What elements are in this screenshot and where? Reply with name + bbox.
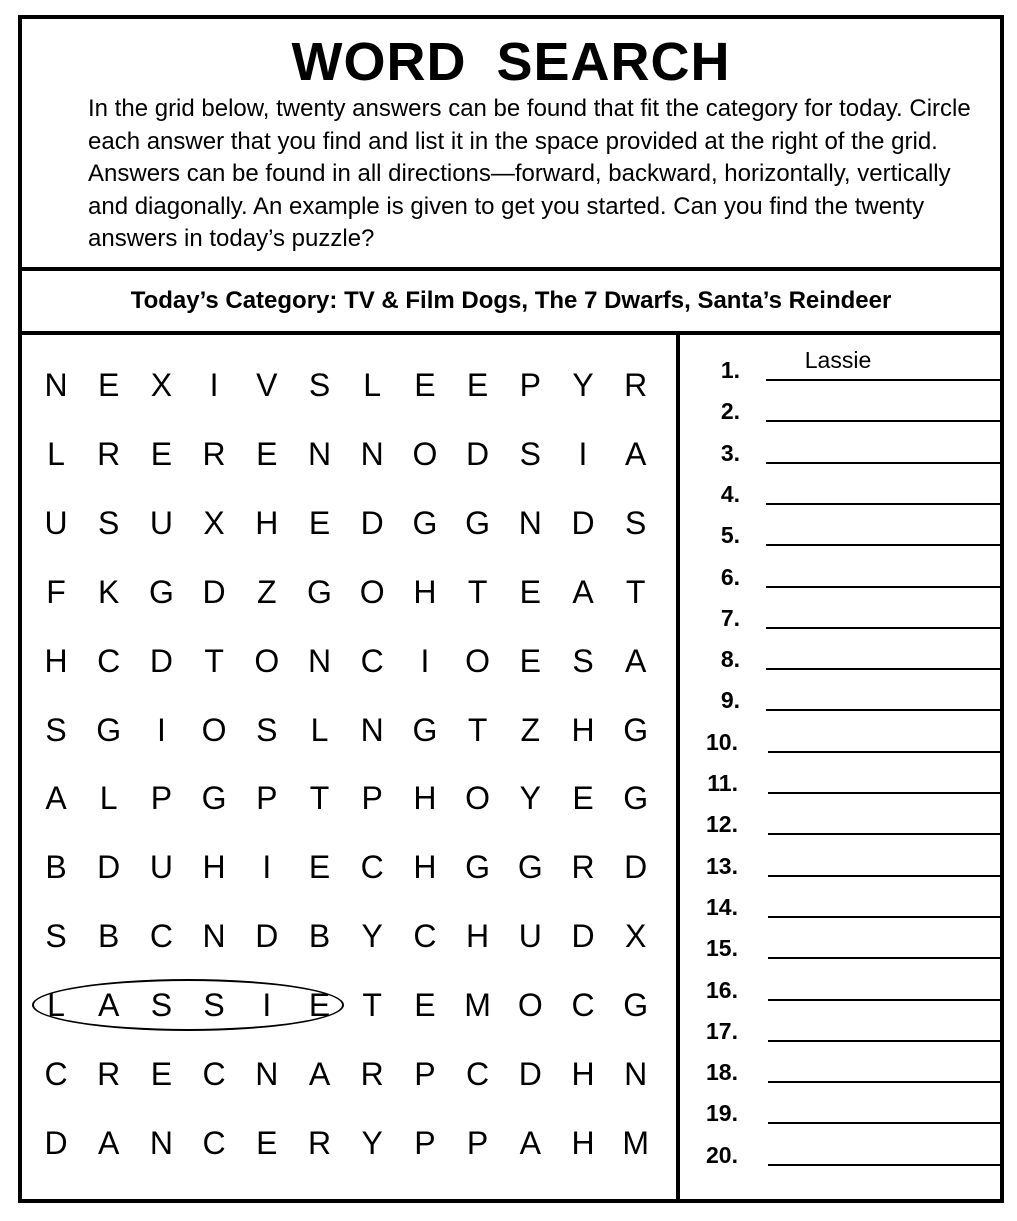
grid-letter[interactable]: S bbox=[519, 435, 541, 472]
grid-letter[interactable]: E bbox=[150, 435, 173, 472]
answer-number: 14. bbox=[706, 893, 738, 920]
grid-letter[interactable]: M bbox=[622, 1124, 650, 1161]
instructions-text: In the grid below, twenty answers can be found that fit the category for today. Circle each answer that you find and list it in the space provided at the right of the grid. Answers can be found in all directions—forward, backward, horizontally, vertically and diagonally. An example is given to get you started. Can you find the twenty answers in today’s puzzle? bbox=[88, 95, 971, 252]
grid-letter[interactable]: S bbox=[625, 504, 647, 541]
grid-letter[interactable]: G bbox=[201, 780, 227, 817]
grid-letter[interactable]: H bbox=[255, 504, 279, 541]
grid-letter[interactable]: A bbox=[625, 435, 647, 472]
answer-number: 13. bbox=[706, 852, 738, 879]
grid-letter[interactable]: H bbox=[571, 1124, 595, 1161]
grid-letter[interactable]: X bbox=[203, 504, 225, 541]
grid-letter[interactable]: C bbox=[202, 1124, 226, 1161]
grid-letter[interactable]: N bbox=[202, 918, 226, 955]
grid-letter[interactable]: N bbox=[360, 435, 384, 472]
grid-letter[interactable]: M bbox=[464, 987, 491, 1024]
grid-letter[interactable]: D bbox=[44, 1124, 68, 1161]
grid-letter[interactable]: C bbox=[413, 918, 437, 955]
grid-letter[interactable]: D bbox=[624, 849, 648, 886]
answer-blank[interactable] bbox=[766, 503, 1000, 505]
grid-letter[interactable]: G bbox=[412, 504, 438, 541]
answer-blank[interactable] bbox=[768, 875, 1001, 877]
grid-letter[interactable]: C bbox=[149, 918, 173, 955]
grid-letter[interactable]: R bbox=[202, 435, 226, 472]
answer-number: 2. bbox=[720, 398, 740, 425]
grid-letter[interactable]: P bbox=[361, 780, 383, 817]
grid-letter[interactable]: R bbox=[624, 367, 648, 403]
answer-number: 11. bbox=[707, 770, 738, 796]
grid-letter[interactable]: T bbox=[309, 780, 330, 817]
grid-letter[interactable]: R bbox=[307, 1124, 332, 1161]
grid-letter[interactable]: G bbox=[623, 711, 649, 748]
grid-letter[interactable]: S bbox=[203, 987, 225, 1024]
grid-letter[interactable]: C bbox=[360, 849, 384, 886]
grid-letter[interactable]: T bbox=[467, 573, 488, 610]
grid-letter[interactable]: N bbox=[255, 1056, 279, 1092]
grid-letter[interactable]: L bbox=[310, 711, 329, 748]
answer-number: 5. bbox=[720, 522, 740, 549]
answer-number: 10. bbox=[706, 728, 738, 755]
answer-blank[interactable] bbox=[768, 916, 1001, 918]
answer-blank[interactable] bbox=[768, 751, 1001, 753]
grid-letter[interactable]: N bbox=[624, 1056, 648, 1092]
letter-grid-panel bbox=[22, 335, 680, 1199]
answer-blank[interactable] bbox=[766, 627, 1000, 629]
grid-letter[interactable]: D bbox=[202, 573, 226, 610]
answer-number: 3. bbox=[720, 439, 740, 466]
page-title: WORD SEARCH bbox=[291, 32, 731, 92]
answer-blank[interactable] bbox=[768, 1040, 1001, 1042]
grid-letter[interactable]: S bbox=[572, 642, 594, 679]
grid-letter[interactable]: E bbox=[519, 642, 541, 679]
puzzle-frame bbox=[18, 15, 1004, 1203]
grid-letter[interactable]: A bbox=[519, 1124, 541, 1161]
grid-letter[interactable]: D bbox=[149, 642, 173, 679]
grid-letter[interactable]: B bbox=[98, 918, 120, 955]
grid-letter[interactable]: E bbox=[466, 367, 489, 403]
grid-letter[interactable]: L bbox=[363, 367, 382, 403]
grid-letter[interactable]: U bbox=[149, 504, 173, 541]
grid-letter[interactable]: O bbox=[359, 573, 385, 610]
grid-letter[interactable]: O bbox=[517, 987, 543, 1024]
grid-letter[interactable]: G bbox=[465, 849, 491, 886]
grid-letter[interactable]: S bbox=[150, 987, 173, 1024]
grid-letter[interactable]: C bbox=[571, 987, 595, 1024]
grid-letter[interactable]: O bbox=[254, 642, 280, 679]
grid-letter[interactable]: C bbox=[202, 1056, 226, 1092]
answer-number: 7. bbox=[720, 604, 740, 631]
grid-letter[interactable]: D bbox=[571, 504, 595, 541]
grid-letter[interactable]: P bbox=[150, 780, 173, 817]
grid-letter[interactable]: Y bbox=[572, 367, 594, 403]
grid-letter[interactable]: I bbox=[156, 711, 166, 748]
grid-letter[interactable]: C bbox=[97, 642, 121, 679]
grid-letter[interactable]: B bbox=[308, 918, 331, 955]
answer-number: 6. bbox=[720, 563, 740, 590]
grid-letter[interactable]: D bbox=[255, 918, 279, 955]
grid-letter[interactable]: G bbox=[623, 780, 649, 817]
grid-letter[interactable]: N bbox=[518, 504, 542, 541]
grid-letter[interactable]: O bbox=[465, 780, 491, 817]
grid-letter[interactable]: T bbox=[467, 711, 488, 748]
grid-letter[interactable]: H bbox=[571, 1056, 595, 1092]
grid-letter[interactable]: G bbox=[148, 573, 174, 610]
grid-letter[interactable]: E bbox=[519, 573, 541, 610]
answer-blank[interactable] bbox=[768, 999, 1001, 1001]
grid-letter[interactable]: P bbox=[414, 1124, 436, 1161]
answer-number: 1. bbox=[720, 357, 740, 383]
grid-letter[interactable]: I bbox=[578, 435, 588, 472]
grid-letter[interactable]: H bbox=[413, 780, 437, 817]
grid-letter[interactable]: L bbox=[47, 987, 65, 1024]
grid-letter[interactable]: H bbox=[466, 918, 490, 955]
grid-letter[interactable]: I bbox=[420, 642, 430, 679]
grid-letter[interactable]: G bbox=[412, 711, 438, 748]
grid-letter[interactable]: I bbox=[262, 849, 272, 886]
letter-grid bbox=[22, 335, 676, 1199]
category-bar bbox=[22, 271, 1000, 335]
grid-letter[interactable]: T bbox=[204, 642, 224, 679]
grid-letter[interactable]: A bbox=[45, 780, 67, 817]
grid-letter[interactable]: O bbox=[412, 435, 438, 472]
grid-letter[interactable]: D bbox=[360, 504, 384, 541]
answer-blank[interactable] bbox=[766, 462, 1000, 464]
grid-letter[interactable]: H bbox=[571, 711, 595, 748]
grid-letter[interactable]: U bbox=[44, 504, 68, 541]
grid-letter[interactable]: N bbox=[149, 1124, 173, 1161]
grid-letter[interactable]: E bbox=[308, 849, 331, 886]
grid-letter[interactable]: U bbox=[518, 918, 542, 955]
answer-blank[interactable] bbox=[768, 833, 1001, 835]
answer-blank[interactable] bbox=[766, 668, 1000, 670]
grid-letter[interactable]: I bbox=[262, 987, 272, 1024]
grid-letter[interactable]: X bbox=[625, 918, 647, 955]
grid-letter[interactable]: R bbox=[97, 1056, 121, 1092]
grid-letter[interactable]: E bbox=[572, 780, 594, 817]
grid-letter[interactable]: E bbox=[98, 367, 120, 403]
puzzle-header bbox=[22, 19, 1000, 271]
answer-number: 15. bbox=[706, 935, 738, 962]
grid-letter[interactable]: A bbox=[625, 642, 647, 679]
grid-letter[interactable]: O bbox=[465, 642, 491, 679]
grid-letter[interactable]: H bbox=[202, 849, 226, 886]
answer-text: Lassie bbox=[804, 347, 872, 373]
example-answer-circle bbox=[32, 979, 344, 1031]
answer-blank[interactable] bbox=[768, 957, 1001, 959]
grid-letter[interactable]: D bbox=[571, 918, 595, 955]
grid-letter[interactable]: E bbox=[150, 1056, 173, 1092]
grid-letter[interactable]: E bbox=[414, 987, 436, 1024]
grid-letter[interactable]: R bbox=[571, 849, 595, 886]
grid-letter[interactable]: S bbox=[308, 367, 331, 403]
grid-letter[interactable]: N bbox=[307, 435, 332, 472]
grid-letter[interactable]: A bbox=[572, 573, 594, 610]
answer-blank[interactable] bbox=[768, 1164, 1001, 1166]
grid-letter[interactable]: R bbox=[360, 1056, 384, 1092]
grid-letter[interactable]: S bbox=[256, 711, 278, 748]
grid-letter[interactable]: B bbox=[45, 849, 67, 886]
grid-letter[interactable]: N bbox=[44, 367, 68, 403]
grid-letter[interactable]: Z bbox=[520, 711, 541, 748]
grid-letter[interactable]: S bbox=[45, 918, 67, 955]
grid-letter[interactable]: G bbox=[465, 504, 491, 541]
grid-letter[interactable]: G bbox=[623, 987, 649, 1024]
grid-letter[interactable]: E bbox=[308, 504, 331, 541]
grid-letter[interactable]: H bbox=[413, 573, 437, 610]
grid-letter[interactable]: A bbox=[98, 987, 120, 1024]
grid-letter[interactable]: U bbox=[149, 849, 173, 886]
grid-letter[interactable]: X bbox=[150, 367, 173, 403]
grid-letter[interactable]: F bbox=[46, 573, 66, 610]
grid-letter[interactable]: D bbox=[466, 435, 490, 472]
answer-blank[interactable] bbox=[768, 1122, 1001, 1124]
grid-letter[interactable]: T bbox=[625, 573, 646, 610]
answer-list bbox=[680, 335, 1000, 1199]
grid-letter[interactable]: C bbox=[44, 1056, 68, 1092]
category-text: Today’s Category: TV & Film Dogs, The 7 Dwarfs, Santa’s Reindeer bbox=[130, 287, 892, 314]
grid-letter[interactable]: Z bbox=[257, 573, 277, 610]
grid-letter[interactable]: P bbox=[256, 780, 278, 817]
answer-blank[interactable] bbox=[768, 1081, 1001, 1083]
grid-letter[interactable]: G bbox=[307, 573, 332, 610]
grid-letter[interactable]: P bbox=[414, 1056, 436, 1092]
grid-letter[interactable]: T bbox=[362, 987, 382, 1024]
grid-letter[interactable]: S bbox=[98, 504, 120, 541]
answer-number: 4. bbox=[720, 480, 740, 507]
grid-letter[interactable]: S bbox=[45, 711, 67, 748]
grid-letter[interactable]: Y bbox=[361, 1124, 383, 1161]
answer-number: 20. bbox=[706, 1141, 738, 1168]
answer-number: 19. bbox=[706, 1100, 738, 1127]
grid-letter[interactable]: L bbox=[47, 435, 65, 472]
answer-number: 16. bbox=[706, 976, 738, 1003]
grid-letter[interactable]: G bbox=[96, 711, 122, 748]
grid-letter[interactable]: I bbox=[209, 367, 219, 403]
answer-blank[interactable] bbox=[766, 420, 1000, 422]
answer-number: 18. bbox=[706, 1059, 738, 1086]
grid-letter[interactable]: Y bbox=[519, 780, 541, 817]
answer-blank[interactable] bbox=[768, 792, 1001, 794]
grid-letter[interactable]: A bbox=[308, 1056, 331, 1092]
grid-letter[interactable]: Y bbox=[361, 918, 383, 955]
grid-letter[interactable]: A bbox=[98, 1124, 120, 1161]
answer-number: 17. bbox=[706, 1017, 738, 1044]
grid-letter[interactable]: E bbox=[256, 435, 278, 472]
grid-letter[interactable]: C bbox=[360, 642, 384, 679]
grid-letter[interactable]: E bbox=[414, 367, 436, 403]
grid-letter[interactable]: K bbox=[98, 573, 120, 610]
grid-letter[interactable]: G bbox=[517, 849, 543, 886]
grid-letter[interactable]: R bbox=[97, 435, 121, 472]
grid-letter[interactable]: E bbox=[256, 1124, 278, 1161]
answer-blank[interactable] bbox=[766, 544, 1000, 546]
grid-letter[interactable]: V bbox=[256, 367, 278, 403]
grid-letter[interactable]: L bbox=[99, 780, 118, 817]
grid-letter[interactable]: N bbox=[360, 711, 384, 748]
grid-letter[interactable]: D bbox=[518, 1056, 542, 1092]
grid-letter[interactable]: N bbox=[307, 642, 332, 679]
grid-letter[interactable]: P bbox=[466, 1124, 489, 1161]
answer-number: 8. bbox=[720, 646, 740, 673]
grid-letter[interactable]: O bbox=[201, 711, 227, 748]
grid-letter[interactable]: D bbox=[97, 849, 121, 886]
answer-blank[interactable] bbox=[766, 379, 1000, 381]
answer-number: 9. bbox=[720, 687, 740, 714]
answer-blank[interactable] bbox=[766, 586, 1000, 588]
answer-blank[interactable] bbox=[766, 709, 1000, 711]
grid-letter[interactable]: C bbox=[466, 1056, 490, 1092]
answer-number: 12. bbox=[706, 811, 738, 838]
grid-letter[interactable]: E bbox=[308, 987, 331, 1024]
grid-letter[interactable]: P bbox=[519, 367, 541, 403]
grid-letter[interactable]: H bbox=[44, 642, 68, 679]
grid-letter[interactable]: H bbox=[413, 849, 437, 886]
